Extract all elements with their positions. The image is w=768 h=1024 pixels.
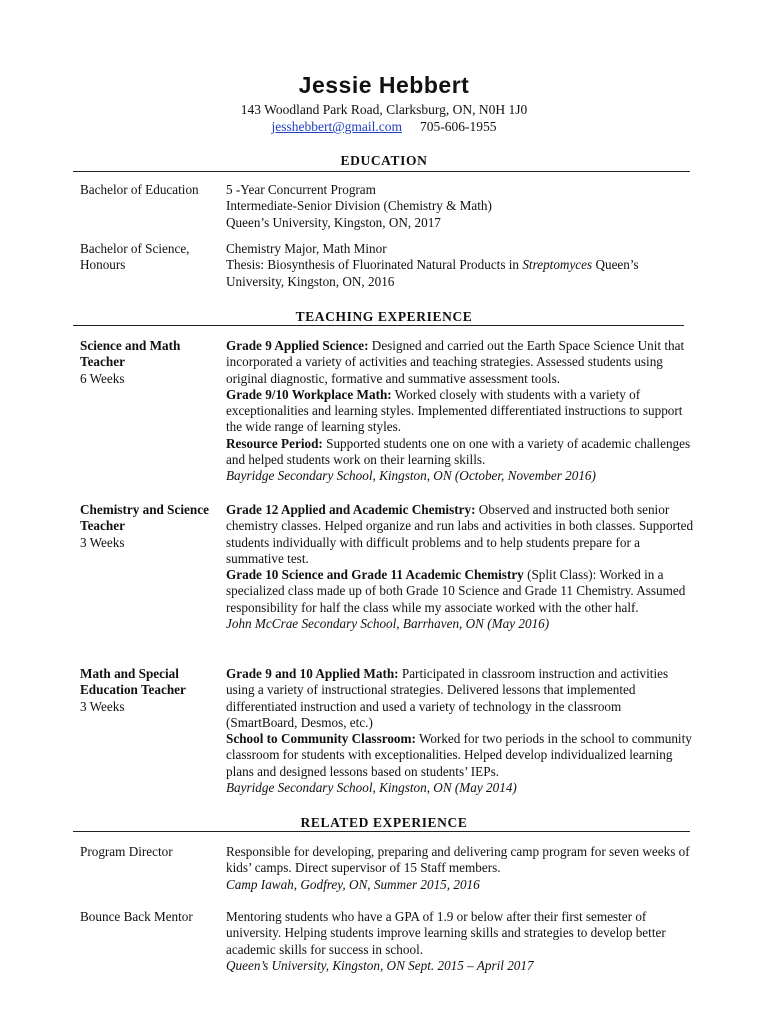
entry-item: [226, 731, 694, 780]
entry-item: [226, 666, 694, 731]
thesis-line: [226, 257, 694, 290]
entry-label: Bachelor of Education: [80, 182, 199, 197]
entry-label-block: [80, 502, 220, 551]
section-divider: [73, 831, 690, 832]
item-text: Supported students one on one with a variety of academic challenges and helped students work on their learning skills.: [226, 435, 691, 468]
entry-line: 5 -Year Concurrent Program: [226, 182, 376, 197]
section-title-teaching: TEACHING EXPERIENCE: [295, 309, 473, 324]
item-heading: Grade 9 and 10 Applied Math:: [226, 666, 399, 681]
entry-duration: 3 Weeks: [80, 698, 125, 714]
entry-body: [226, 502, 694, 632]
section-divider: [73, 325, 684, 326]
entry-place: Bayridge Secondary School, Kingston, ON (October, November 2016): [226, 468, 596, 484]
item-heading: Grade 9/10 Workplace Math:: [226, 386, 392, 402]
applicant-name: Jessie Hebbert: [298, 72, 470, 98]
entry-body: [226, 666, 694, 796]
entry-item: [226, 436, 694, 469]
section-title-education: EDUCATION: [340, 153, 428, 168]
address: 143 Woodland Park Road, Clarksburg, ON, N0H 1J0: [240, 102, 528, 117]
item-text: Worked for two periods in the school to community classroom for students with exceptionalities. Helped develop individualized learning plans and designed lessons based on students’ IEPs.: [226, 731, 692, 779]
entry-item: [226, 387, 694, 436]
item-text: Designed and carried out the Earth Space Science Unit that incorporated a variety of activities and teaching strategies. Assessed students using original diagnostic, formative and summative assessment tools.: [226, 338, 685, 386]
thesis-institution: Queen’s University, Kingston, ON, 2016: [226, 257, 639, 289]
email-link[interactable]: jesshebbert@gmail.com: [271, 119, 403, 134]
entry-place: Queen’s University, Kingston, ON Sept. 2015 – April 2017: [226, 957, 534, 973]
entry-item: [226, 502, 694, 567]
entry-item: [226, 567, 694, 616]
entry-label: Science and Math Teacher: [80, 338, 181, 370]
entry-place: John McCrae Secondary School, Barrhaven, ON (May 2016): [226, 616, 550, 632]
entry-duration: 6 Weeks: [80, 370, 125, 386]
entry-body: [226, 182, 694, 231]
item-heading: Grade 9 Applied Science:: [226, 338, 369, 353]
thesis-text: Thesis: Biosynthesis of Fluorinated Natural Products in: [226, 257, 523, 273]
thesis-organism: Streptomyces: [522, 257, 593, 273]
item-text: Observed and instructed both senior chemistry classes. Helped organize and run labs and activities in both classes. Supported students individually with difficult problems and to help students prepare for a summative test.: [226, 502, 694, 566]
contact-line: [0, 119, 768, 135]
item-text: Worked closely with students with a variety of exceptionalities and learning styles. Implemented differentiated instructions to support the wide range of learning styles.: [226, 386, 683, 435]
entry-label: Chemistry and Science Teacher: [80, 502, 209, 534]
entry-label-block: [80, 338, 220, 387]
entry-place: Camp Iawah, Godfrey, ON, Summer 2015, 2016: [226, 876, 480, 892]
entry-text: Mentoring students who have a GPA of 1.9 or below after their first semester of university. Helping students improve learning skills and strategies to develop better academic skills for success in school.: [226, 909, 666, 957]
entry-body: [226, 909, 694, 974]
entry-label: Program Director: [80, 844, 173, 859]
entry-place: Bayridge Secondary School, Kingston, ON (May 2014): [226, 780, 517, 796]
section-title-related: RELATED EXPERIENCE: [300, 815, 468, 830]
entry-body: [226, 844, 694, 893]
item-heading: Grade 12 Applied and Academic Chemistry:: [226, 502, 476, 517]
item-heading: School to Community Classroom:: [226, 731, 416, 747]
item-heading: Grade 10 Science and Grade 11 Academic Chemistry: [226, 567, 524, 583]
entry-line: Queen’s University, Kingston, ON, 2017: [226, 214, 441, 230]
entry-line: Chemistry Major, Math Minor: [226, 241, 387, 256]
entry-duration: 3 Weeks: [80, 534, 125, 550]
phone: 705-606-1955: [420, 119, 497, 134]
entry-label: Math and Special Education Teacher: [80, 666, 186, 698]
item-text: Participated in classroom instruction and activities using a variety of instructional strategies. Delivered lessons that implemented differentiated instruction and used a variety of technology in the classroom (SmartBoard, Desmos, etc.): [226, 666, 669, 730]
section-divider: [73, 171, 690, 172]
entry-label: Bachelor of Science, Honours: [80, 241, 190, 273]
entry-line: Intermediate-Senior Division (Chemistry & Math): [226, 198, 492, 214]
item-heading: Resource Period:: [226, 435, 323, 451]
entry-label: Bounce Back Mentor: [80, 909, 193, 924]
entry-item: [226, 338, 694, 387]
entry-text: Responsible for developing, preparing and delivering camp program for seven weeks of kids’ camps. Direct supervisor of 15 Staff members.: [226, 844, 690, 876]
entry-body: [226, 338, 694, 485]
item-text: (Split Class): Worked in a specialized class made up of both Grade 10 Science and Grade 11 Chemistry. Assumed responsibility for half the class while my associate worked with the other half.: [226, 567, 686, 615]
entry-label-block: [80, 666, 220, 715]
entry-body: [226, 241, 694, 290]
